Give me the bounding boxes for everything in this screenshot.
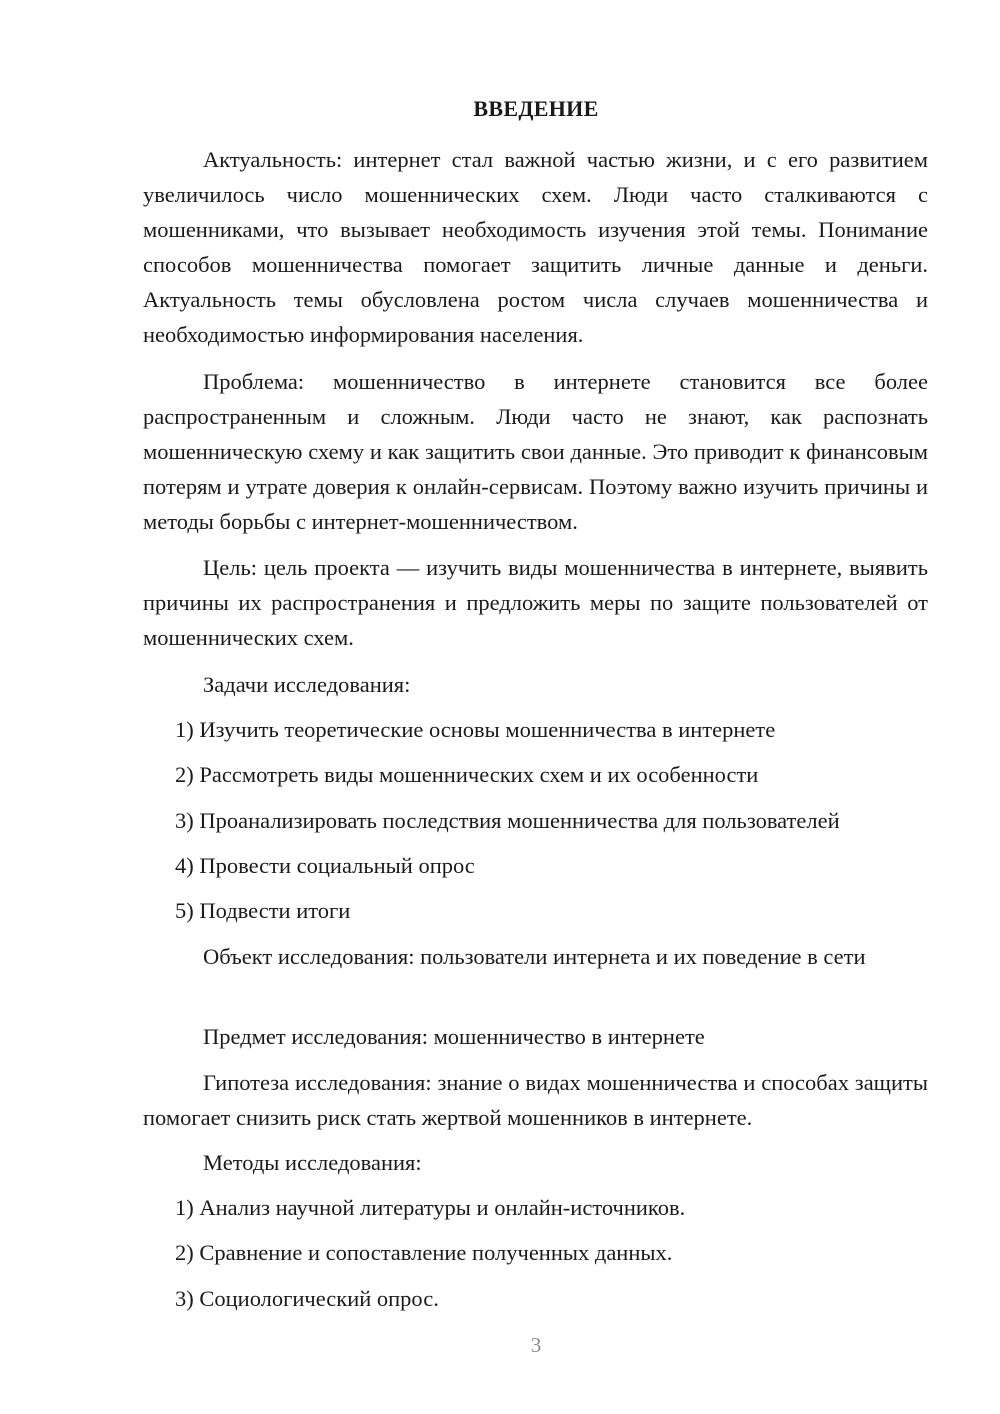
hypothesis-paragraph xyxy=(143,1065,928,1135)
tasks-heading: Задачи исследования: xyxy=(203,672,411,697)
problem-paragraph xyxy=(143,364,928,539)
relevance-text: Актуальность: интернет стал важной частью жизни, и с его развитием увеличилось число мошеннических схем. Люди часто сталкиваются с мошенниками, что вызывает необходимость изучения этой темы. Понимание способов мошенничества помогает защитить личные данные и деньги. Актуальность темы обусловлена ростом числа случаев мошенничества и необходимостью информирования населения. xyxy=(143,147,928,347)
object-paragraph xyxy=(143,939,928,974)
page-number: 3 xyxy=(530,1333,542,1357)
method-item: 1) Анализ научной литературы и онлайн-источников. xyxy=(175,1195,686,1220)
task-item: 5) Подвести итоги xyxy=(175,898,351,923)
goal-paragraph xyxy=(143,550,928,655)
method-item: 2) Сравнение и сопоставление полученных данных. xyxy=(175,1240,673,1265)
problem-text: Проблема: мошенничество в интернете становится все более распространенным и сложным. Люди часто не знают, как распознать мошенническую схему и как защитить свои данные. Это приводит к финансовым потерям и утрате доверия к онлайн-сервисам. Поэтому важно изучить причины и методы борьбы с интернет-мошенничеством. xyxy=(143,369,928,534)
task-item: 3) Проанализировать последствия мошенничества для пользователей xyxy=(175,808,840,833)
task-item: 1) Изучить теоретические основы мошенничества в интернете xyxy=(175,717,776,742)
object-text: Объект исследования: пользователи интернета и их поведение в сети xyxy=(203,944,866,969)
methods-heading: Методы исследования: xyxy=(203,1150,422,1175)
page-title: ВВЕДЕНИЕ xyxy=(473,96,599,121)
method-item: 3) Социологический опрос. xyxy=(175,1286,439,1311)
relevance-paragraph xyxy=(143,142,928,352)
subject-text: Предмет исследования: мошенничество в интернете xyxy=(203,1024,705,1049)
goal-text: Цель: цель проекта — изучить виды мошенничества в интернете, выявить причины их распространения и предложить меры по защите пользователей от мошеннических схем. xyxy=(143,555,928,650)
task-item: 4) Провести социальный опрос xyxy=(175,853,475,878)
hypothesis-text: Гипотеза исследования: знание о видах мошенничества и способах защиты помогает снизить риск стать жертвой мошенников в интернете. xyxy=(143,1070,928,1130)
task-item: 2) Рассмотреть виды мошеннических схем и их особенности xyxy=(175,762,759,787)
